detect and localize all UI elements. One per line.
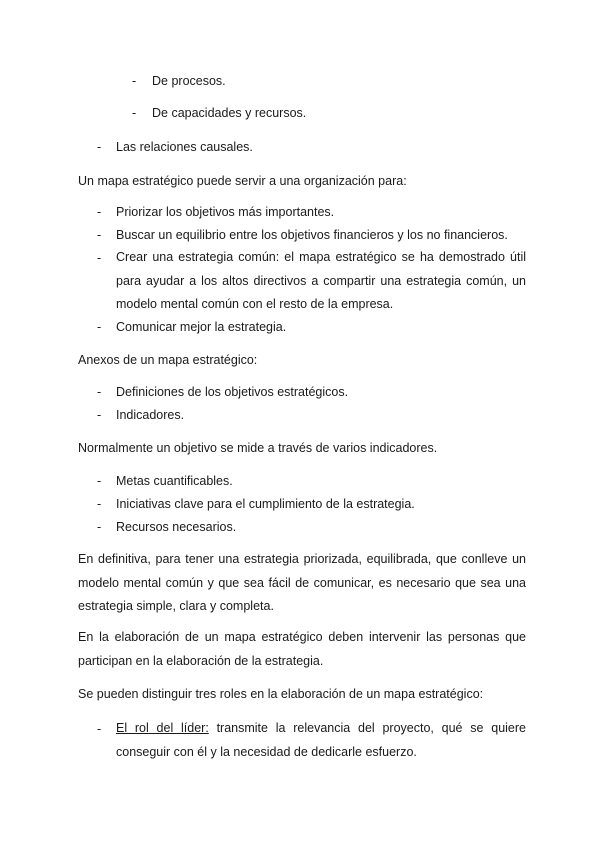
- list-dash: -: [97, 205, 102, 219]
- list-item: Indicadores.: [116, 408, 185, 422]
- list-dash: -: [132, 74, 137, 88]
- list-item: Crear una estrategia común: el mapa estratégico se ha demostrado útil para ayudar a los altos directivos a compartir una estrategia común, un modelo mental común con el resto de la empresa.: [116, 250, 526, 311]
- list-dash: -: [132, 106, 137, 120]
- list-item: De capacidades y recursos.: [152, 106, 307, 120]
- paragraph: Normalmente un objetivo se mide a través de varios indicadores.: [78, 441, 438, 455]
- list-item: Metas cuantificables.: [116, 474, 233, 488]
- list-dash: -: [97, 140, 102, 154]
- list-dash: -: [97, 320, 102, 334]
- paragraph: En definitiva, para tener una estrategia priorizada, equilibrada, que conlleve un modelo mental común y que sea fácil de comunicar, es necesario que sea una estrategia simple, clara y completa.: [78, 552, 526, 613]
- list-item-leader-role: [116, 717, 526, 764]
- list-dash: -: [97, 385, 102, 399]
- paragraph: En la elaboración de un mapa estratégico deben intervenir las personas que participan en la elaboración de la estrategia.: [78, 630, 526, 668]
- list-dash: -: [97, 251, 102, 265]
- role-label: El rol del líder:: [116, 721, 209, 735]
- list-item: Recursos necesarios.: [116, 520, 237, 534]
- paragraph: Un mapa estratégico puede servir a una organización para:: [78, 174, 407, 188]
- list-item: De procesos.: [152, 74, 226, 88]
- paragraph: Anexos de un mapa estratégico:: [78, 353, 258, 367]
- list-dash: -: [97, 474, 102, 488]
- paragraph: Se pueden distinguir tres roles en la elaboración de un mapa estratégico:: [78, 687, 484, 701]
- list-dash: -: [97, 408, 102, 422]
- list-dash: -: [97, 520, 102, 534]
- role-text: transmite la relevancia del proyecto, qué se quiere conseguir con él y la necesidad de dedicarle esfuerzo.: [116, 721, 526, 759]
- list-item: Las relaciones causales.: [116, 140, 253, 154]
- list-dash: -: [97, 722, 102, 736]
- list-item: Priorizar los objetivos más importantes.: [116, 205, 335, 219]
- list-item: Definiciones de los objetivos estratégicos.: [116, 385, 349, 399]
- list-item: Iniciativas clave para el cumplimiento de la estrategia.: [116, 497, 415, 511]
- list-dash: -: [97, 497, 102, 511]
- list-dash: -: [97, 228, 102, 242]
- list-item: Buscar un equilibrio entre los objetivos financieros y los no financieros.: [116, 228, 508, 242]
- list-item: Comunicar mejor la estrategia.: [116, 320, 287, 334]
